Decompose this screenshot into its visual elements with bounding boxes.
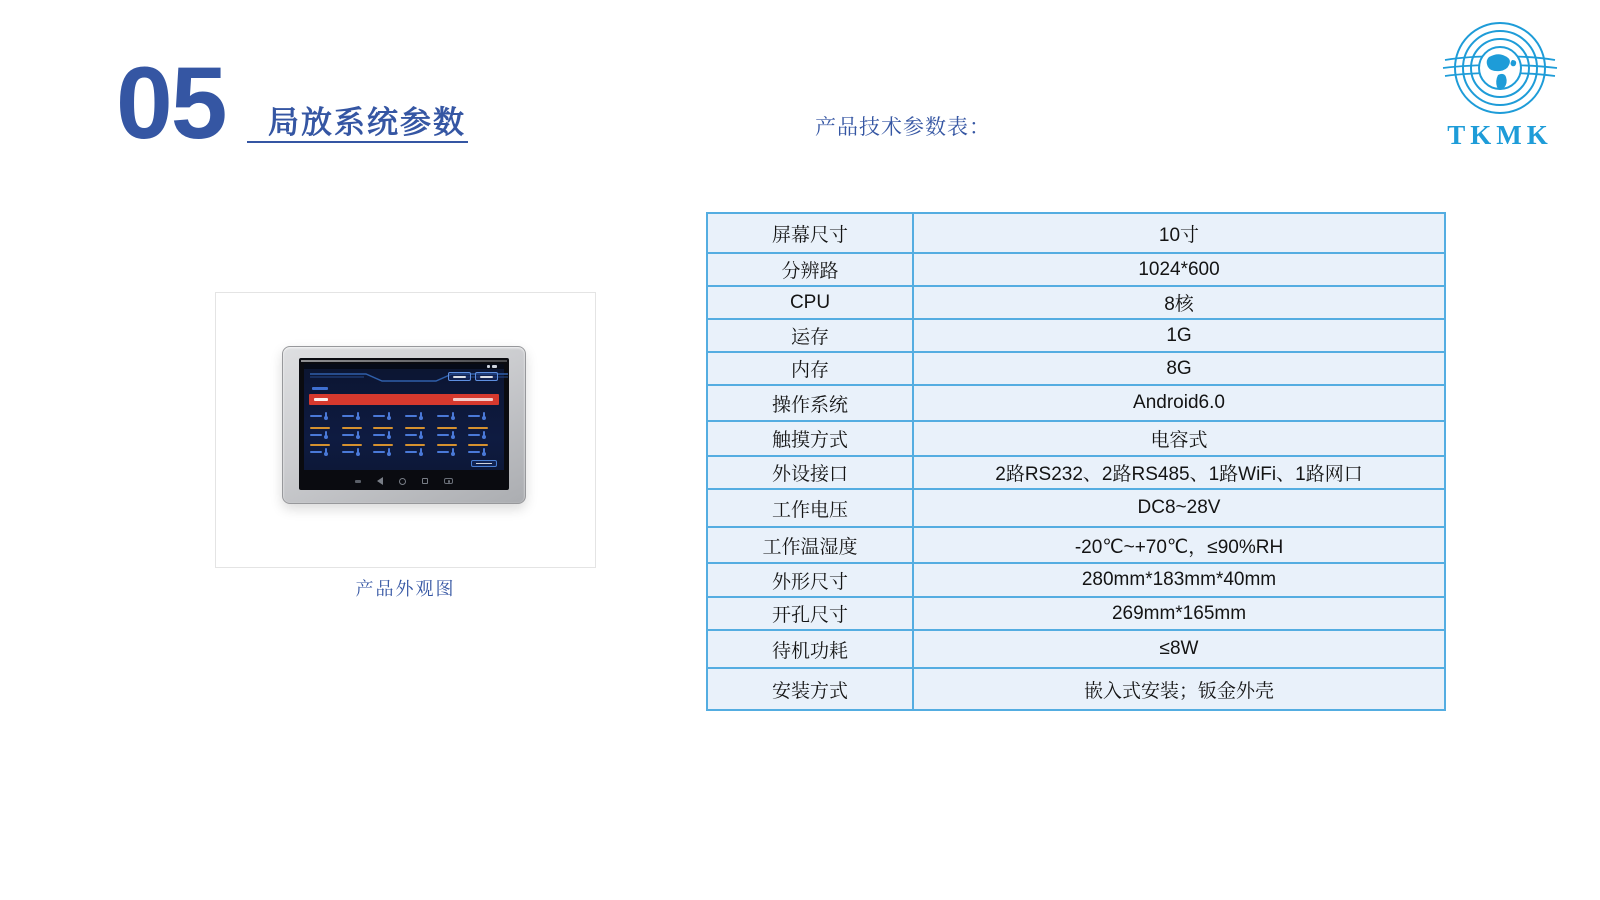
spec-value: ≤8W [913, 630, 1445, 668]
thermometer-icon [325, 412, 327, 419]
spec-row [707, 456, 1445, 489]
sensor-cell [468, 425, 498, 440]
sensor-cell [373, 408, 403, 423]
spec-label: 内存 [707, 352, 913, 385]
thermometer-icon [452, 448, 454, 455]
spec-label: 外形尺寸 [707, 563, 913, 597]
company-logo [1442, 18, 1558, 151]
thermometer-icon [357, 412, 359, 419]
product-caption: 产品外观图 [355, 579, 456, 599]
sensor-cell [468, 442, 498, 457]
cabinet-label [304, 385, 504, 394]
spec-value: 8G [913, 352, 1445, 385]
spec-value: 280mm*183mm*40mm [913, 563, 1445, 597]
section-number: 05 [116, 46, 226, 160]
sensor-cell [342, 442, 372, 457]
back-icon [377, 477, 383, 485]
spec-table [706, 212, 1446, 711]
sensor-cell [373, 425, 403, 440]
thermometer-icon [483, 431, 485, 438]
sensor-cell [310, 442, 340, 457]
thermometer-icon [452, 431, 454, 438]
device-display-ui [304, 364, 504, 470]
spec-label: 安装方式 [707, 668, 913, 710]
spec-row [707, 213, 1445, 253]
spec-value: Android6.0 [913, 385, 1445, 421]
thermometer-icon [325, 431, 327, 438]
sensor-cell [405, 442, 435, 457]
screen-button [448, 372, 471, 381]
thermometer-icon [325, 448, 327, 455]
thermometer-icon [483, 448, 485, 455]
spec-value: 1024*600 [913, 253, 1445, 286]
spec-row [707, 352, 1445, 385]
sensor-cell [405, 408, 435, 423]
sensor-cell [310, 408, 340, 423]
spec-value: DC8~28V [913, 489, 1445, 527]
spec-value: 8核 [913, 286, 1445, 319]
nav-dot-icon [355, 480, 361, 483]
thermometer-icon [420, 412, 422, 419]
spec-label: 待机功耗 [707, 630, 913, 668]
device-panel [282, 346, 526, 504]
sensor-cell [342, 408, 372, 423]
spec-row [707, 489, 1445, 527]
thermometer-icon [357, 431, 359, 438]
status-icon [487, 365, 490, 368]
spec-value: -20℃~+70℃，≤90%RH [913, 527, 1445, 563]
spec-table-body [707, 213, 1445, 710]
spec-row [707, 385, 1445, 421]
thermometer-icon [452, 412, 454, 419]
spec-value: 1G [913, 319, 1445, 352]
camera-icon [444, 478, 453, 484]
spec-label: 操作系统 [707, 385, 913, 421]
spec-label: 运存 [707, 319, 913, 352]
sensor-cell [468, 408, 498, 423]
screen-header [304, 369, 504, 385]
thermometer-icon [357, 448, 359, 455]
spec-row [707, 527, 1445, 563]
recents-icon [422, 478, 428, 484]
sensor-cell [437, 425, 467, 440]
spec-label: CPU [707, 286, 913, 319]
spec-row [707, 563, 1445, 597]
logo-text: TKMK [1447, 120, 1553, 150]
thermometer-icon [388, 431, 390, 438]
spec-label: 分辨路 [707, 253, 913, 286]
spec-label: 屏幕尺寸 [707, 213, 913, 253]
sensor-cell [310, 425, 340, 440]
spec-label: 工作电压 [707, 489, 913, 527]
table-heading: 产品技术参数表： [815, 116, 991, 139]
page-title: 局放系统参数 [268, 105, 466, 140]
thermometer-icon [483, 412, 485, 419]
thermometer-icon [388, 412, 390, 419]
spec-row [707, 286, 1445, 319]
spec-value: 269mm*165mm [913, 597, 1445, 630]
spec-label: 工作温湿度 [707, 527, 913, 563]
title-underline [247, 141, 468, 143]
spec-row [707, 630, 1445, 668]
spec-row [707, 253, 1445, 286]
spec-value: 电容式 [913, 421, 1445, 456]
globe-logo-icon [1442, 18, 1558, 118]
thermometer-icon [420, 448, 422, 455]
sensor-cell [342, 425, 372, 440]
spec-row [707, 319, 1445, 352]
spec-label: 外设接口 [707, 456, 913, 489]
sensor-grid [304, 405, 504, 459]
sensor-cell [437, 408, 467, 423]
screen-footer [304, 459, 504, 470]
sensor-cell [437, 442, 467, 457]
sensor-cell [373, 442, 403, 457]
spec-value: 嵌入式安装；钣金外壳 [913, 668, 1445, 710]
android-nav-bar [299, 472, 509, 490]
thermometer-icon [420, 431, 422, 438]
home-icon [399, 478, 406, 485]
alarm-red-bar [309, 394, 499, 405]
battery-icon [492, 365, 497, 368]
spec-row [707, 668, 1445, 710]
screen-button [475, 372, 498, 381]
device-screen-frame [299, 358, 509, 490]
spec-row [707, 597, 1445, 630]
spec-label: 触摸方式 [707, 421, 913, 456]
spec-value: 2路RS232、2路RS485、1路WiFi、1路网口 [913, 456, 1445, 489]
sensor-cell [405, 425, 435, 440]
spec-row [707, 421, 1445, 456]
spec-value: 10寸 [913, 213, 1445, 253]
product-image [215, 292, 596, 568]
screen-footer-button [471, 460, 497, 467]
spec-label: 开孔尺寸 [707, 597, 913, 630]
thermometer-icon [388, 448, 390, 455]
